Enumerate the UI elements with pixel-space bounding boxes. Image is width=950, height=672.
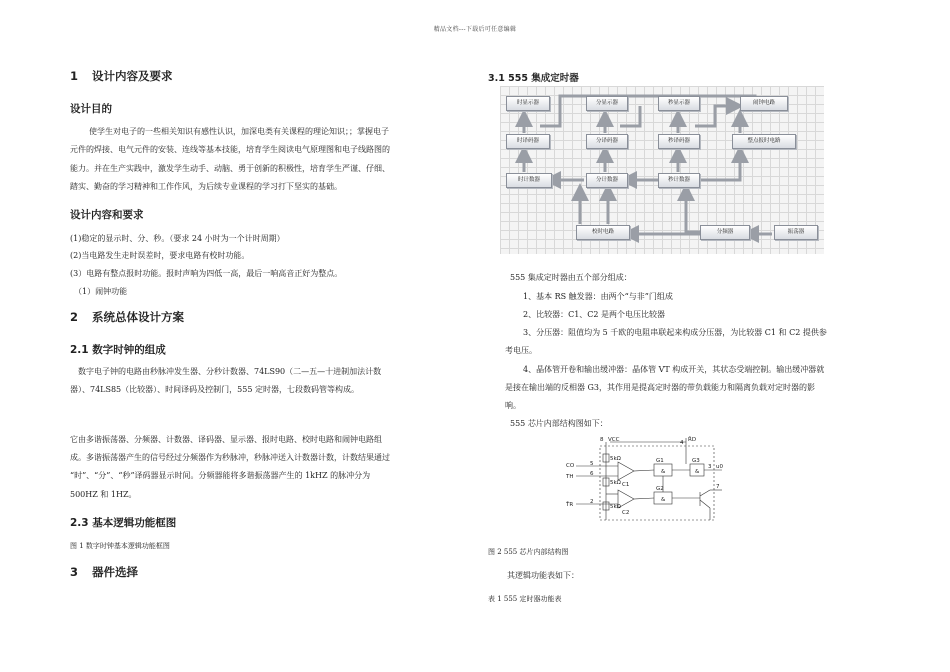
circuit-pin-6: 6 [590, 471, 594, 477]
components-line-3: “时”、“分”、“秒”译码器显示时间。分频器能将多谐振荡器产生的 1kHZ 的脉冲分为 [70, 471, 371, 480]
goal-line-1: 使学生对电子的一些相关知识有感性认识，加深电类有关课程的理论知识；；掌握电子 [89, 127, 389, 136]
section-2-3-title: 2.3 基本逻辑功能框图 [70, 517, 177, 529]
section-2-title: 系统总体设计方案 [92, 310, 184, 324]
figure-1-caption: 图 1 数字时钟基本逻辑功能框图 [70, 542, 170, 550]
circuit-r3-label: 5kΩ [610, 504, 621, 510]
circuit-r1-label: 5kΩ [610, 456, 621, 462]
block-second-decoder: 秒译码器 [658, 134, 700, 149]
requirement-3: (3）电路有整点报时功能。报时声响为四低一高，最后一响高音正好为整点。 [70, 269, 343, 278]
circuit-diagram [566, 436, 726, 524]
block-second-counter: 秒计数器 [658, 173, 700, 188]
chip-555-circuit [566, 436, 726, 524]
block-second-display: 秒显示器 [658, 96, 700, 111]
circuit-g3-label: G3 [692, 458, 700, 464]
composition-line-1: 数字电子钟的电路由秒脉冲发生器、分秒计数器、74LS90（二—五—十进制加法计数 [78, 367, 382, 376]
circuit-c2-label: C2 [622, 510, 630, 516]
timer-item-3-line-1: 3、分压器：阻值均为 5 千欧的电阻串联起来构成分压器，为比较器 C1 和 C2 提供参 [523, 328, 827, 337]
section-1-heading [70, 68, 173, 84]
goal-line-2: 元件的焊接、电气元件的安装、连线等基本技能，培育学生阅读电气原理图和电子线路图的 [70, 145, 390, 154]
section-3-1-heading [488, 70, 579, 84]
logic-table-intro: 其逻辑功能表如下： [507, 571, 579, 580]
circuit-vcc-label: VCC [608, 437, 620, 443]
section-3-number: 3 [70, 565, 79, 579]
circuit-pin-2: 2 [590, 499, 594, 505]
section-3-heading [70, 564, 138, 580]
block-minute-display: 分显示器 [586, 96, 628, 111]
timer-item-4-line-3: 响。 [505, 401, 521, 410]
timer-item-2: 2、比较器：C1、C2 是两个电压比较器 [523, 310, 666, 319]
section-2-number: 2 [70, 310, 79, 324]
table-1-caption: 表 1 555 定时器功能表 [488, 595, 562, 603]
requirement-4: （1）闹钟功能 [74, 287, 128, 296]
section-1-title: 设计内容及要求 [92, 69, 173, 83]
block-oscillator: 振荡器 [774, 225, 818, 240]
block-hour-counter: 时计数器 [506, 173, 552, 188]
circuit-pin-4: 4 [680, 440, 684, 446]
block-time-set: 校时电路 [576, 225, 630, 240]
figure-2-caption: 图 2 555 芯片内部结构图 [488, 548, 569, 556]
circuit-gate3-symbol: & [695, 469, 700, 475]
block-hourly-chime: 整点报时电路 [732, 134, 796, 149]
timer-intro: 555 集成定时器由五个部分组成： [510, 273, 632, 282]
section-2-3-heading [70, 515, 176, 530]
requirements-title: 设计内容和要求 [70, 209, 144, 221]
components-line-2: 成。多谐振荡器产生的信号经过分频器作为秒脉冲，秒脉冲送入计数器计数，计数结果通过 [70, 453, 390, 462]
timer-item-4-line-2: 是接在输出端的反相器 G3，其作用是提高定时器的带负载能力和隔离负载对定时器的影 [505, 383, 816, 392]
block-alarm-circuit: 闹钟电路 [740, 96, 788, 111]
circuit-rd-label: R̄D [688, 437, 697, 443]
components-line-4: 500HZ 和 1HZ。 [70, 490, 137, 499]
page-watermark: 精品文档---下载后可任意编辑 [433, 26, 517, 33]
chip-intro: 555 芯片内部结构图如下： [510, 419, 608, 428]
requirements-heading [70, 207, 144, 222]
requirement-1: (1)稳定的显示时、分、秒。（要求 24 小时为一个计时周期） [70, 234, 285, 243]
circuit-th-label: TH [566, 474, 574, 480]
circuit-g2-label: G2 [656, 486, 664, 492]
timer-item-1: 1、基本 RS 触发器：由两个“与非”门组成 [523, 292, 673, 301]
section-3-title: 器件选择 [92, 565, 138, 579]
circuit-output-label: u0 [716, 464, 723, 470]
block-hour-display: 时显示器 [506, 96, 550, 111]
timer-item-3-line-2: 考电压。 [505, 346, 537, 355]
circuit-pin-7: 7 [716, 484, 720, 490]
circuit-gate1-symbol: & [661, 469, 666, 475]
circuit-tr-label: T̄R [566, 502, 574, 508]
circuit-c1-label: C1 [622, 482, 630, 488]
circuit-pin-8: 8 [600, 437, 604, 443]
circuit-pin-5: 5 [590, 461, 594, 467]
clock-block-diagram [500, 86, 824, 254]
components-line-1: 它由多谐振荡器、分频器、计数器、译码器、显示器、报时电路、校时电路和闹钟电路组 [70, 435, 382, 444]
circuit-gate2-symbol: & [661, 497, 666, 503]
block-minute-decoder: 分译码器 [586, 134, 628, 149]
section-2-heading [70, 309, 184, 325]
section-3-1-title: 3.1 555 集成定时器 [488, 73, 579, 84]
timer-item-4-line-1: 4、晶体管开卷和输出缓冲器：晶体管 VT 构成开关，其状态受端控制。输出缓冲器就 [523, 365, 825, 374]
goal-line-4: 踏实、勤奋的学习精神和工作作风，为后续专业课程的学习打下坚实的基础。 [70, 182, 342, 191]
goal-title: 设计目的 [70, 103, 112, 115]
circuit-pin-3: 3 [708, 464, 712, 470]
composition-line-2: 器）、74LS85（比较器）、时间译码及控制门，555 定时器，七段数码管等构成。 [70, 385, 359, 394]
block-hour-decoder: 时译码器 [506, 134, 550, 149]
requirement-2: (2)当电路发生走时误差时，要求电路有校时功能。 [70, 251, 250, 260]
circuit-r2-label: 5kΩ [610, 480, 621, 486]
section-2-1-heading [70, 342, 166, 357]
block-minute-counter: 分计数器 [586, 173, 628, 188]
circuit-co-label: CO [566, 463, 575, 469]
circuit-g1-label: G1 [656, 458, 664, 464]
section-2-1-title: 2.1 数字时钟的组成 [70, 344, 166, 356]
section-1-number: 1 [70, 69, 79, 83]
block-divider: 分频器 [700, 225, 750, 240]
goal-heading [70, 101, 112, 116]
goal-line-3: 能力。并在生产实践中，激发学生动手、动脑、勇于创新的积极性，培育学生严谨、仔细、 [70, 164, 390, 173]
